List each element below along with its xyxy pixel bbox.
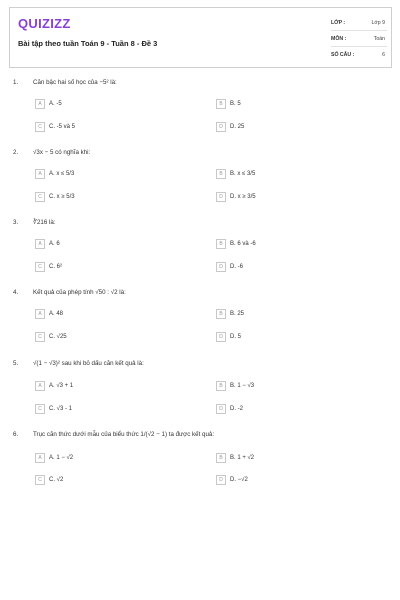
option-text: A. √3 + 1 — [49, 383, 74, 389]
option-text: D. −√2 — [230, 477, 248, 483]
option-a[interactable] — [35, 381, 73, 391]
meta-value: Lớp 9 — [371, 19, 385, 26]
option-letter-box: C — [35, 332, 45, 342]
question-number: 4. — [13, 289, 19, 296]
meta-label: LỚP : — [331, 19, 346, 26]
option-text: B. 5 — [230, 101, 241, 107]
option-c[interactable] — [35, 192, 75, 202]
option-letter-box: A — [35, 99, 45, 109]
option-text: D. 25 — [230, 124, 245, 130]
option-letter-box: C — [35, 192, 45, 202]
option-c[interactable] — [35, 404, 72, 414]
option-a[interactable] — [35, 169, 74, 179]
option-letter-box: A — [35, 309, 45, 319]
option-b[interactable] — [216, 99, 241, 109]
option-d[interactable] — [216, 475, 248, 485]
option-letter-box: C — [35, 262, 45, 272]
option-letter-box: B — [216, 381, 226, 391]
meta-row-class — [331, 15, 387, 31]
option-b[interactable] — [216, 309, 244, 319]
question-text: ∛216 là: — [33, 219, 56, 226]
option-letter-box: A — [35, 453, 45, 463]
question-text: √(1 − √3)² sau khi bỏ dấu căn kết quả là: — [33, 360, 144, 367]
option-text: A. 6 — [49, 241, 60, 247]
option-text: B. 6 và -6 — [230, 241, 256, 247]
meta-row-count — [331, 47, 387, 63]
meta-label: MÔN : — [331, 35, 347, 42]
option-text: A. 48 — [49, 311, 64, 317]
option-b[interactable] — [216, 169, 255, 179]
option-d[interactable] — [216, 404, 243, 414]
question-number: 6. — [13, 431, 19, 438]
question-text: Kết quả của phép tính √50 : √2 là: — [33, 289, 126, 296]
option-letter-box: D — [216, 122, 226, 132]
option-text: C. -5 và 5 — [49, 124, 76, 130]
option-text: D. -2 — [230, 406, 244, 412]
question-number: 2. — [13, 149, 19, 156]
meta-row-subject — [331, 31, 387, 47]
worksheet-header — [9, 7, 392, 68]
option-text: A. -5 — [49, 101, 62, 107]
question-number: 5. — [13, 360, 19, 367]
option-d[interactable] — [216, 262, 243, 272]
option-letter-box: D — [216, 262, 226, 272]
meta-value: 6 — [382, 52, 385, 58]
option-text: C. √25 — [49, 334, 67, 340]
option-letter-box: A — [35, 381, 45, 391]
option-a[interactable] — [35, 239, 60, 249]
option-letter-box: B — [216, 453, 226, 463]
option-text: C. 6² — [49, 264, 63, 270]
option-text: D. 5 — [230, 334, 242, 340]
option-a[interactable] — [35, 453, 73, 463]
option-letter-box: A — [35, 169, 45, 179]
option-letter-box: D — [216, 475, 226, 485]
option-text: A. x ≤ 5/3 — [49, 171, 75, 177]
option-text: C. x ≥ 5/3 — [49, 194, 75, 200]
option-letter-box: B — [216, 169, 226, 179]
option-letter-box: C — [35, 122, 45, 132]
option-text: B. 1 − √3 — [230, 383, 255, 389]
option-text: C. √2 — [49, 477, 64, 483]
option-letter-box: C — [35, 404, 45, 414]
question-text: Trục căn thức dưới mẫu của biểu thức 1/(√2 − 1) ta được kết quả: — [33, 431, 215, 438]
option-c[interactable] — [35, 475, 63, 485]
question-text: √3x − 5 có nghĩa khi: — [33, 149, 91, 156]
option-text: D. x ≥ 3/5 — [230, 194, 256, 200]
option-b[interactable] — [216, 239, 256, 249]
option-letter-box: B — [216, 309, 226, 319]
meta-label: SỐ CÂU : — [331, 52, 355, 58]
option-d[interactable] — [216, 332, 241, 342]
option-text: B. x ≤ 3/5 — [230, 171, 256, 177]
option-letter-box: D — [216, 192, 226, 202]
option-c[interactable] — [35, 262, 62, 272]
option-text: C. √3 - 1 — [49, 406, 72, 412]
question-number: 1. — [13, 79, 19, 86]
option-text: D. -6 — [230, 264, 244, 270]
option-d[interactable] — [216, 192, 256, 202]
option-letter-box: A — [35, 239, 45, 249]
option-a[interactable] — [35, 309, 63, 319]
option-text: B. 1 + √2 — [230, 455, 255, 461]
option-text: B. 25 — [230, 311, 245, 317]
option-letter-box: D — [216, 332, 226, 342]
option-letter-box: B — [216, 239, 226, 249]
meta-value: Toán — [373, 35, 385, 42]
option-letter-box: D — [216, 404, 226, 414]
option-b[interactable] — [216, 453, 254, 463]
question-number: 3. — [13, 219, 19, 226]
option-letter-box: B — [216, 99, 226, 109]
option-c[interactable] — [35, 332, 67, 342]
option-text: A. 1 − √2 — [49, 455, 74, 461]
question-text: Căn bậc hai số học của −5² là: — [33, 79, 117, 86]
option-a[interactable] — [35, 99, 62, 109]
option-c[interactable] — [35, 122, 75, 132]
option-d[interactable] — [216, 122, 244, 132]
page-title: Bài tập theo tuần Toán 9 - Tuần 8 - Đề 3 — [18, 39, 158, 48]
option-b[interactable] — [216, 381, 254, 391]
quizizz-logo: QUIZIZZ — [18, 16, 71, 31]
meta-table — [331, 15, 387, 63]
option-letter-box: C — [35, 475, 45, 485]
